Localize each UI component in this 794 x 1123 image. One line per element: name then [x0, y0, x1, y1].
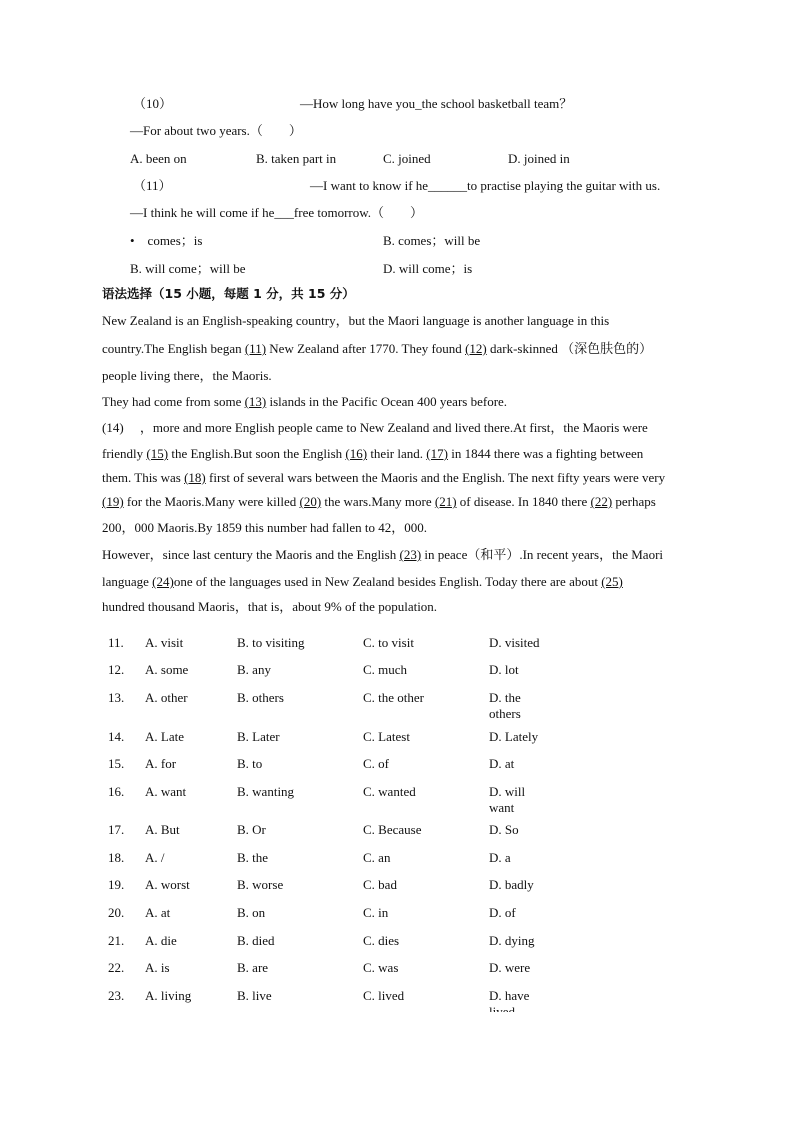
blank-22: (22): [590, 494, 613, 509]
q11-number: （11）: [133, 178, 172, 193]
passage-line: them. This was (18) first of several wars between the Maoris and the English. The next fifty years were very: [102, 470, 666, 485]
choice-option-b: B. worse: [237, 877, 284, 892]
choice-number: 16.: [108, 784, 125, 799]
blank-12: (12): [465, 341, 487, 356]
choice-option-d: D. a: [489, 850, 511, 865]
choice-option-a: A. some: [145, 662, 189, 677]
choice-option-a: A. die: [145, 933, 177, 948]
choice-option-b: B. on: [237, 905, 266, 920]
choice-number: 18.: [108, 850, 125, 865]
blank-15: (15): [146, 446, 169, 461]
q11-option-a: • comes；is: [130, 233, 203, 248]
choice-option-b: B. died: [237, 933, 275, 948]
q10-option-d: D. joined in: [508, 151, 570, 166]
choice-option-c: C. bad: [363, 877, 397, 892]
choice-option-b: B. any: [237, 662, 271, 677]
choice-option-a: A. want: [145, 784, 187, 799]
q10-number: （10）: [133, 96, 173, 111]
choice-option-c: C. the other: [363, 690, 425, 705]
choice-option-a: A. for: [145, 756, 177, 771]
choice-option-d: D. of: [489, 905, 516, 920]
passage-line: language (24)one of the languages used in New Zealand besides English. Today there are about (25): [102, 574, 623, 589]
passage-line: hundred thousand Maoris，that is，about 9% of the population.: [102, 599, 438, 614]
choice-option-a: A. living: [145, 988, 192, 1003]
choice-option-a: A. worst: [145, 877, 190, 892]
passage-line: However，since last century the Maoris and the English (23) in peace（和平）.In recent years，the Maori: [102, 547, 664, 562]
blank-13: (13): [244, 394, 267, 409]
choice-option-a: A. Late: [145, 729, 184, 744]
choice-option-b: B. to: [237, 756, 263, 771]
choice-option-d: D. were: [489, 960, 531, 975]
choice-option-d: D. have: [489, 988, 530, 1003]
blank-11: (11): [244, 341, 267, 356]
choice-number: 20.: [108, 905, 125, 920]
q10-option-b: B. taken part in: [256, 151, 337, 166]
choice-option-b: B. wanting: [237, 784, 295, 799]
q11-option-d: D. will come；is: [383, 261, 473, 276]
blank-20: (20): [299, 494, 322, 509]
choice-option-d: D. the others: [489, 690, 521, 721]
choice-option-c: C. dies: [363, 933, 400, 948]
choice-option-d: D. Lately: [489, 729, 539, 744]
q10-answer-line: —For about two years.（ ）: [130, 123, 302, 138]
blank-24: (24): [152, 574, 174, 589]
choice-option-a: A. /: [145, 850, 165, 865]
passage-line: friendly (15) the English.But soon the English (16) their land. (17) in 1844 there was a fighting between: [102, 446, 644, 461]
choice-option-d: D. badly: [489, 877, 534, 892]
choice-option-c: C. much: [363, 662, 408, 677]
choice-option-b: B. Or: [237, 822, 266, 837]
q11-answer-line: —I think he will come if he___free tomorrow.（ ）: [130, 205, 424, 220]
choice-option-b: B. the: [237, 850, 269, 865]
choice-option-c: C. lived: [363, 988, 405, 1003]
choice-option-a: A. other: [145, 690, 188, 705]
choice-option-c: C. was: [363, 960, 399, 975]
choice-number: 15.: [108, 756, 125, 771]
choice-option-d: D. will want: [489, 784, 526, 815]
blank-17: (17): [426, 446, 448, 461]
passage-line: They had come from some (13) islands in the Pacific Ocean 400 years before.: [102, 394, 508, 409]
passage-line: 200，000 Maoris.By 1859 this number had fallen to 42，000.: [102, 520, 427, 535]
choice-option-a: A. at: [145, 905, 171, 920]
q11-option-b: B. comes；will be: [383, 233, 481, 248]
choice-option-a: A. But: [145, 822, 180, 837]
choice-option-c: C. wanted: [363, 784, 416, 799]
choice-number: 12.: [108, 662, 125, 677]
choice-option-d: D. dying: [489, 933, 535, 948]
choice-option-d: D. visited: [489, 635, 540, 650]
choice-number: 22.: [108, 960, 125, 975]
blank-25: (25): [601, 574, 623, 589]
q11-option-c: B. will come；will be: [130, 261, 246, 276]
choice-number: 23.: [108, 988, 125, 1003]
blank-19: (19): [102, 494, 124, 509]
blank-23: (23): [399, 547, 422, 562]
passage-line: New Zealand is an English-speaking country，but the Maori language is another language in this: [102, 313, 610, 328]
choice-number: 17.: [108, 822, 125, 837]
page-bottom-margin: [0, 1012, 794, 1123]
choice-option-a: A. visit: [145, 635, 184, 650]
choice-option-b: B. others: [237, 690, 284, 705]
choice-number: 14.: [108, 729, 125, 744]
q11-question: —I want to know if he______to practise playing the guitar with us.: [310, 178, 661, 193]
blank-18: (18): [184, 470, 206, 485]
choice-option-c: C. Because: [363, 822, 422, 837]
choice-option-b: B. Later: [237, 729, 280, 744]
q10-option-a: A. been on: [130, 151, 187, 166]
choice-option-c: C. Latest: [363, 729, 410, 744]
choice-option-c: C. of: [363, 756, 389, 771]
q10-question: —How long have you_the school basketball team？: [300, 96, 573, 111]
choice-number: 19.: [108, 877, 125, 892]
choice-option-d: D. lot: [489, 662, 519, 677]
choice-option-d: D. at: [489, 756, 515, 771]
section-title: 语法选择（15 小题，每题 1 分，共 15 分）: [102, 286, 355, 301]
choice-option-a: A. is: [145, 960, 170, 975]
choice-option-c: C. to visit: [363, 635, 414, 650]
passage-line: people living there，the Maoris.: [102, 368, 272, 383]
choice-option-c: C. an: [363, 850, 391, 865]
blank-16: (16): [345, 446, 368, 461]
choice-option-b: B. live: [237, 988, 272, 1003]
choice-number: 13.: [108, 690, 125, 705]
choice-option-b: B. to visiting: [237, 635, 305, 650]
passage-line: country.The English began (11) New Zealand after 1770. They found (12) dark-skinned （深色肤色的）: [102, 341, 653, 356]
choice-option-d: D. So: [489, 822, 519, 837]
passage-line: (14) ，more and more English people came to New Zealand and lived there.At first，the Maoris were: [102, 420, 648, 435]
blank-21: (21): [434, 494, 457, 509]
choice-number: 11.: [108, 635, 124, 650]
choice-option-c: C. in: [363, 905, 389, 920]
passage-line: (19) for the Maoris.Many were killed (20) the wars.Many more (21) of disease. In 1840 there (22) perhaps: [102, 494, 656, 509]
choice-number: 21.: [108, 933, 125, 948]
choice-option-b: B. are: [237, 960, 269, 975]
q10-option-c: C. joined: [383, 151, 431, 166]
